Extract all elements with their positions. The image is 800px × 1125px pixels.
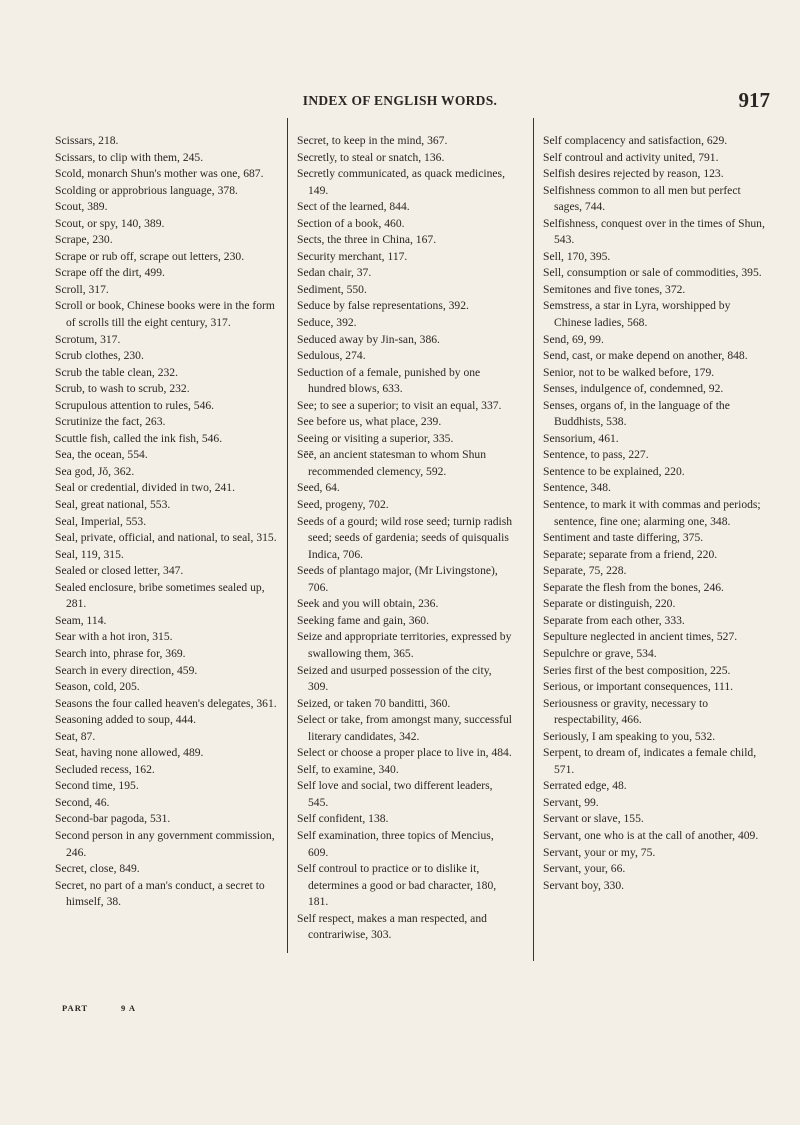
index-entry: Scrape off the dirt, 499. bbox=[55, 266, 165, 280]
index-entry: Second time, 195. bbox=[55, 779, 139, 793]
index-entry: Seriousness or gravity, necessary to respectability, 466. bbox=[543, 696, 709, 727]
index-entry: Seal, great national, 553. bbox=[55, 498, 171, 512]
index-entry: Second-bar pagoda, 531. bbox=[55, 812, 171, 826]
index-entry: Select or choose a proper place to live in, 484. bbox=[297, 746, 512, 760]
index-entry: Scrub, to wash to scrub, 232. bbox=[55, 382, 190, 396]
index-entry: Seduce by false representations, 392. bbox=[297, 299, 469, 313]
index-entry: Scrutinize the fact, 263. bbox=[55, 415, 166, 429]
index-entry: Scissars, 218. bbox=[55, 134, 119, 147]
page-header bbox=[0, 88, 800, 117]
index-entry: Seized and usurped possession of the city, 309. bbox=[297, 663, 492, 694]
index-entry: Self respect, makes a man respected, and contrariwise, 303. bbox=[297, 911, 487, 942]
index-entry: Servant, 99. bbox=[543, 795, 599, 809]
index-entry: Seriously, I am speaking to you, 532. bbox=[543, 729, 716, 743]
index-entry: Seasoning added to soup, 444. bbox=[55, 713, 197, 727]
index-column-2 bbox=[297, 133, 513, 944]
index-entry: Secret, no part of a man's conduct, a secret to himself, 38. bbox=[55, 878, 265, 909]
index-entry: Secluded recess, 162. bbox=[55, 762, 155, 776]
index-entry: Servant boy, 330. bbox=[543, 878, 625, 892]
index-entry: Scrub clothes, 230. bbox=[55, 349, 144, 363]
index-entry: Seed, progeny, 702. bbox=[297, 498, 389, 512]
index-entry: Seed, 64. bbox=[297, 481, 340, 495]
index-entry: Search in every direction, 459. bbox=[55, 663, 198, 677]
index-entry: Sell, consumption or sale of commodities, 395. bbox=[543, 266, 762, 280]
column-divider bbox=[533, 118, 534, 961]
index-entry: Serious, or important consequences, 111. bbox=[543, 680, 734, 694]
signature-mark: 9 A bbox=[121, 1003, 137, 1013]
index-entry: Seat, having none allowed, 489. bbox=[55, 746, 204, 760]
index-entry: Security merchant, 117. bbox=[297, 249, 408, 263]
index-entry: Separate, 75, 228. bbox=[543, 564, 627, 578]
index-entry: Serrated edge, 48. bbox=[543, 779, 627, 793]
index-entry: Sentence, to pass, 227. bbox=[543, 448, 649, 462]
index-entry: Scrape, 230. bbox=[55, 233, 113, 247]
index-entry: Serpent, to dream of, indicates a female child, 571. bbox=[543, 746, 757, 776]
index-entry: Sedan chair, 37. bbox=[297, 266, 372, 280]
index-entry: Seal or credential, divided in two, 241. bbox=[55, 481, 235, 495]
index-entry: Seize and appropriate territories, expressed by swallowing them, 365. bbox=[297, 630, 512, 660]
index-entry: Sea, the ocean, 554. bbox=[55, 448, 148, 462]
index-entry: Selfish desires rejected by reason, 123. bbox=[543, 167, 724, 181]
index-entry: Sentence to be explained, 220. bbox=[543, 464, 685, 478]
index-entry: Series first of the best composition, 225. bbox=[543, 663, 731, 677]
index-entry: Secretly communicated, as quack medicines, 149. bbox=[297, 167, 505, 197]
index-entry: Season, cold, 205. bbox=[55, 680, 140, 694]
index-entry: Sect of the learned, 844. bbox=[297, 200, 410, 214]
index-entry: Sentiment and taste differing, 375. bbox=[543, 531, 704, 545]
index-entry: Self complacency and satisfaction, 629. bbox=[543, 134, 728, 147]
index-entry: Send, 69, 99. bbox=[543, 332, 604, 346]
index-entry: Secretly, to steal or snatch, 136. bbox=[297, 150, 445, 164]
index-entry: Sea god, Jŏ, 362. bbox=[55, 464, 135, 478]
index-entry: Sealed or closed letter, 347. bbox=[55, 564, 184, 578]
index-entry: Scrupulous attention to rules, 546. bbox=[55, 398, 215, 412]
index-entry: Scolding or approbrious language, 378. bbox=[55, 183, 238, 197]
index-entry: Sepulchre or grave, 534. bbox=[543, 646, 657, 660]
index-entry: See; to see a superior; to visit an equal, 337. bbox=[297, 398, 502, 412]
index-entry: Section of a book, 460. bbox=[297, 216, 405, 230]
index-entry: Scroll, 317. bbox=[55, 282, 109, 296]
signature-part-label: PART bbox=[62, 1003, 89, 1013]
index-entry: Sealed enclosure, bribe sometimes sealed up, 281. bbox=[55, 580, 265, 611]
index-entry: Scrub the table clean, 232. bbox=[55, 365, 178, 379]
index-entry: Self confident, 138. bbox=[297, 812, 389, 826]
index-entry: Secret, to keep in the mind, 367. bbox=[297, 134, 448, 147]
index-entry: Scout, 389. bbox=[55, 200, 108, 214]
index-entry: See before us, what place, 239. bbox=[297, 415, 442, 429]
index-column-1 bbox=[55, 133, 279, 911]
index-entry: Senses, indulgence of, condemned, 92. bbox=[543, 382, 724, 396]
index-entry: Servant, one who is at the call of another, 409. bbox=[543, 828, 759, 842]
index-entry: Servant or slave, 155. bbox=[543, 812, 644, 826]
index-entry: Sediment, 550. bbox=[297, 282, 367, 296]
index-entry: Seasons the four called heaven's delegates, 361. bbox=[55, 696, 277, 710]
index-entry: Seek and you will obtain, 236. bbox=[297, 597, 439, 611]
index-entry: Semitones and five tones, 372. bbox=[543, 282, 686, 296]
index-entry: Scissars, to clip with them, 245. bbox=[55, 150, 204, 164]
index-entry: Select or take, from amongst many, successful literary candidates, 342. bbox=[297, 713, 512, 743]
index-entry: Second person in any government commission, 246. bbox=[55, 828, 275, 859]
index-entry: Scout, or spy, 140, 389. bbox=[55, 216, 165, 230]
index-entry: Self, to examine, 340. bbox=[297, 762, 399, 776]
index-entry: Self controul and activity united, 791. bbox=[543, 150, 719, 164]
index-entry: Seal, private, official, and national, to seal, 315. bbox=[55, 531, 277, 545]
index-entry: Seeds of plantago major, (Mr Livingstone), 706. bbox=[297, 564, 498, 594]
index-entry: Seeds of a gourd; wild rose seed; turnip radish seed; seeds of gardenia; seeds of quisqualis Indica, 706. bbox=[297, 514, 513, 561]
index-entry: Seal, 119, 315. bbox=[55, 547, 124, 561]
index-entry: Seeing or visiting a superior, 335. bbox=[297, 431, 454, 445]
index-entry: Sell, 170, 395. bbox=[543, 249, 611, 263]
index-entry: Scrape or rub off, scrape out letters, 230. bbox=[55, 249, 245, 263]
index-entry: Scuttle fish, called the ink fish, 546. bbox=[55, 431, 223, 445]
index-entry: Secret, close, 849. bbox=[55, 862, 140, 876]
index-entry: Scold, monarch Shun's mother was one, 687. bbox=[55, 167, 264, 181]
index-entry: Separate or distinguish, 220. bbox=[543, 597, 676, 611]
page-number: 917 bbox=[738, 88, 770, 112]
index-entry: Seal, Imperial, 553. bbox=[55, 514, 147, 528]
index-entry: Second, 46. bbox=[55, 795, 110, 809]
index-entry: Separate; separate from a friend, 220. bbox=[543, 547, 718, 561]
index-entry: Scroll or book, Chinese books were in the form of scrolls till the eight century, 317. bbox=[55, 299, 275, 330]
index-entry: Servant, your or my, 75. bbox=[543, 845, 656, 859]
index-entry: Self love and social, two different leaders, 545. bbox=[297, 779, 493, 809]
index-entry: Sēē, an ancient statesman to whom Shun recommended clemency, 592. bbox=[297, 448, 487, 478]
running-title: INDEX OF ENGLISH WORDS. bbox=[302, 93, 498, 108]
index-entry: Sects, the three in China, 167. bbox=[297, 233, 437, 247]
index-entry: Scrotum, 317. bbox=[55, 332, 121, 346]
index-column-3 bbox=[543, 133, 770, 894]
index-entry: Seduction of a female, punished by one hundred blows, 633. bbox=[297, 365, 481, 396]
index-entry: Sentence, to mark it with commas and periods; sentence, fine one; alarming one, 348. bbox=[543, 498, 761, 528]
index-entry: Seized, or taken 70 banditti, 360. bbox=[297, 696, 451, 710]
index-entry: Search into, phrase for, 369. bbox=[55, 646, 186, 660]
index-entry: Separate from each other, 333. bbox=[543, 613, 685, 627]
index-entry: Self examination, three topics of Mencius, 609. bbox=[297, 828, 494, 859]
index-entry: Semstress, a star in Lyra, worshipped by Chinese ladies, 568. bbox=[543, 299, 731, 330]
index-entry: Sentence, 348. bbox=[543, 481, 611, 495]
index-entry: Senses, organs of, in the language of the Buddhists, 538. bbox=[543, 398, 730, 429]
index-entry: Self controul to practice or to dislike it, determines a good or bad character, 180, 181. bbox=[297, 862, 497, 909]
index-entry: Servant, your, 66. bbox=[543, 862, 626, 876]
index-entry: Seat, 87. bbox=[55, 729, 96, 743]
index-entry: Sensorium, 461. bbox=[543, 431, 619, 445]
index-entry: Seam, 114. bbox=[55, 613, 107, 627]
column-divider bbox=[287, 118, 288, 953]
index-entry: Senior, not to be walked before, 179. bbox=[543, 365, 715, 379]
index-entry: Sepulture neglected in ancient times, 527. bbox=[543, 630, 738, 644]
index-entry: Seduced away by Jin-san, 386. bbox=[297, 332, 440, 346]
index-entry: Seduce, 392. bbox=[297, 316, 357, 330]
index-entry: Send, cast, or make depend on another, 848. bbox=[543, 349, 748, 363]
index-entry: Selfishness, conquest over in the times of Shun, 543. bbox=[543, 216, 765, 247]
index-entry: Sedulous, 274. bbox=[297, 349, 366, 363]
index-entry: Separate the flesh from the bones, 246. bbox=[543, 580, 724, 594]
index-entry: Selfishness common to all men but perfect sages, 744. bbox=[543, 183, 741, 214]
index-entry: Sear with a hot iron, 315. bbox=[55, 630, 173, 644]
index-entry: Seeking fame and gain, 360. bbox=[297, 613, 430, 627]
